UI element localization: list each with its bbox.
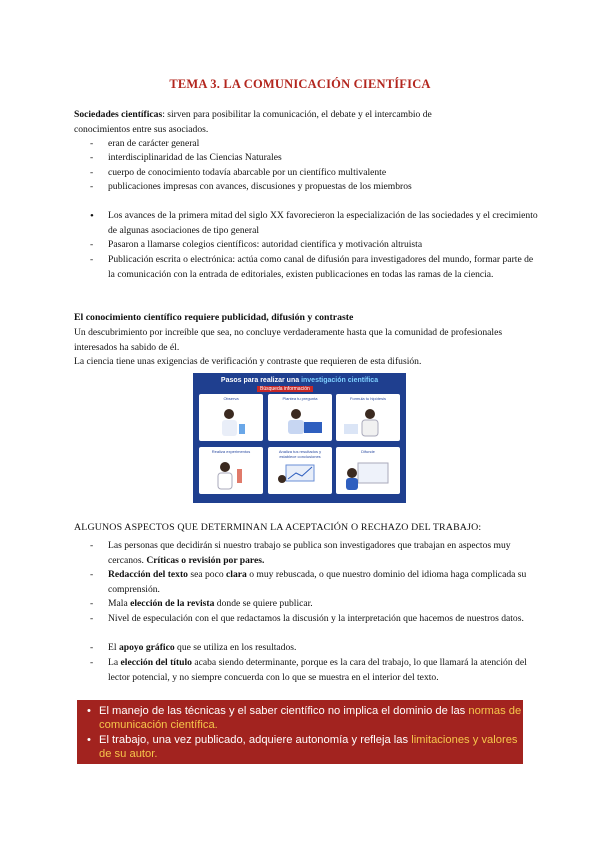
dissemination-illustration-icon [336, 447, 400, 494]
step-card: Observa [199, 394, 263, 441]
knowledge-paragraph-2: La ciencia tiene unas exigencias de verificación y contraste que requieren de esta difusión. [74, 356, 422, 367]
step-card: Plantea tu pregunta [268, 394, 332, 441]
list-item: - El apoyo gráfico que se utiliza en los resultados. [90, 641, 538, 656]
step-card: Realiza experimentos [199, 447, 263, 494]
list-item: - publicaciones impresas con avances, discusiones y propuestas de los miembros [90, 180, 538, 195]
societies-label: Sociedades científicas [74, 109, 163, 120]
laptop-illustration-icon [268, 394, 332, 441]
experiment-illustration-icon [199, 447, 263, 494]
societies-intro-text: : sirven para posibilitar la comunicación, el debate y el intercambio de [162, 109, 432, 120]
step-card: Difunde [336, 447, 400, 494]
list-item: - Publicación escrita o electrónica: actúa como canal de difusión para investigadores del mundo, formar parte de la comunicación con la entrada de editoriales, existen publicaciones en todas las ramas de la ciencia. [90, 253, 538, 282]
list-item: - Pasaron a llamarse colegios científicos: autoridad científica y motivación altruista [90, 238, 538, 253]
knowledge-paragraph: Un descubrimiento por increíble que sea, no concluye verdaderamente hasta que la comunidad de profesionales interesados ha sabido de él. [74, 327, 503, 353]
infographic-image [193, 373, 406, 503]
section-heading: El conocimiento científico requiere publicidad, difusión y contraste [74, 312, 354, 323]
highlight-item: • El manejo de las técnicas y el saber científico no implica el dominio de las normas de comunicación científica. [87, 704, 529, 732]
list-item: - Nivel de especulación con el que redactamos la discusión y la interpretación que hacemos de nuestros datos. [90, 612, 538, 627]
list-item: - Las personas que decidirán si nuestro trabajo se publica son investigadores que trabajan en aspectos muy cercanos. Críticas o revisión por pares. [90, 539, 538, 568]
list-item: - interdisciplinaridad de las Ciencias Naturales [90, 151, 538, 166]
page-title: TEMA 3. LA COMUNICACIÓN CIENTÍFICA [169, 77, 431, 91]
list-item: - Mala elección de la revista donde se quiere publicar. [90, 597, 538, 612]
societies-intro [74, 108, 530, 137]
list-item: - Redacción del texto sea poco clara o muy rebuscada, o que nuestro dominio del idioma haga complicada su comprensión. [90, 568, 538, 597]
researcher-illustration-icon [336, 394, 400, 441]
aspects-heading: ALGUNOS ASPECTOS QUE DETERMINAN LA ACEPTACIÓN O RECHAZO DEL TRABAJO: [74, 522, 482, 533]
highlight-box [77, 700, 523, 764]
list-item: - La elección del título acaba siendo determinante, porque es la cara del trabajo, lo que llamará la atención del lector potencial, y no siempre concuerda con lo que se muestra en el interior del texto. [90, 656, 538, 685]
infographic-tag: Búsqueda información [257, 386, 313, 392]
highlight-item: • El trabajo, una vez publicado, adquiere autonomía y refleja las limitaciones y valores de su autor. [87, 733, 529, 761]
societies-intro-line2: conocimientos entre sus asociados. [74, 123, 209, 135]
bullet-item: • Los avances de la primera mitad del siglo XX favorecieron la especialización de las sociedades y el crecimiento de algunas asociaciones de tipo general [90, 209, 538, 238]
step-card: Formula tu hipótesis [336, 394, 400, 441]
scientist-illustration-icon [199, 394, 263, 441]
list-item: - cuerpo de conocimiento todavía abarcable por un científico multivalente [90, 166, 538, 181]
step-card: Analiza tus resultados y establece conclusiones [268, 447, 332, 494]
infographic-title: Pasos para realizar una investigación científica [220, 377, 379, 384]
list-item: - eran de carácter general [90, 137, 538, 152]
